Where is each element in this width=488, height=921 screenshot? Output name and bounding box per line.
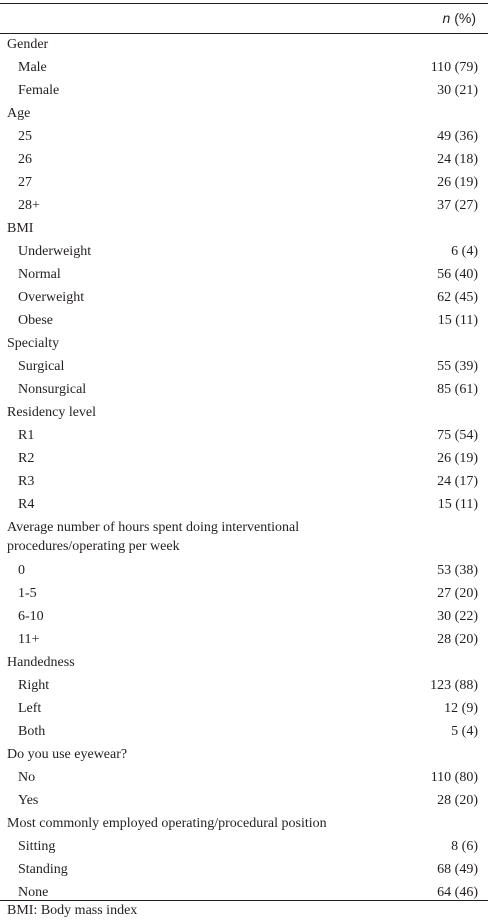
category-label: Most commonly employed operating/procedural position: [7, 816, 327, 831]
row-label: 6-10: [18, 609, 44, 624]
row-value: 110 (79): [430, 60, 478, 75]
row-value: 24 (18): [437, 152, 478, 167]
table-row: [0, 858, 488, 881]
category-row: [0, 332, 488, 355]
table-row: [0, 378, 488, 401]
category-row: [0, 217, 488, 240]
table-row: [0, 789, 488, 812]
row-label: Sitting: [18, 839, 56, 854]
row-value: 26 (19): [437, 175, 478, 190]
category-label: Handedness: [7, 655, 75, 670]
row-label: Normal: [18, 267, 61, 282]
table-row: [0, 766, 488, 789]
table-row: [0, 355, 488, 378]
category-row: [0, 651, 488, 674]
category-row: [0, 33, 488, 56]
row-value: 49 (36): [437, 129, 478, 144]
row-label: 26: [18, 152, 32, 167]
row-value: 26 (19): [437, 451, 478, 466]
row-label: 1-5: [18, 586, 37, 601]
row-value: 75 (54): [437, 428, 478, 443]
row-value: 30 (22): [437, 609, 478, 624]
row-label: R1: [18, 428, 35, 443]
row-label: R4: [18, 497, 35, 512]
row-value: 15 (11): [437, 497, 478, 512]
row-value: 37 (27): [437, 198, 478, 213]
row-label: Overweight: [18, 290, 85, 305]
row-value: 15 (11): [437, 313, 478, 328]
table-row: [0, 240, 488, 263]
table-footnote: BMI: Body mass index: [7, 903, 138, 918]
row-value: 28 (20): [437, 793, 478, 808]
row-value: 68 (49): [437, 862, 478, 877]
table-row: [0, 605, 488, 628]
row-value: 62 (45): [437, 290, 478, 305]
row-label: Both: [18, 724, 46, 739]
category-row: [0, 401, 488, 424]
table-row: [0, 171, 488, 194]
row-value: 56 (40): [437, 267, 478, 282]
category-label: Gender: [7, 37, 49, 52]
row-value: 12 (9): [444, 701, 478, 716]
table-row: [0, 148, 488, 171]
row-value: 55 (39): [437, 359, 478, 374]
row-value: 85 (61): [437, 382, 478, 397]
category-label: Do you use eyewear?: [7, 747, 128, 762]
column-header-n: n: [442, 10, 451, 26]
row-label: No: [18, 770, 36, 785]
row-label: 28+: [18, 198, 40, 213]
row-label: Surgical: [18, 359, 65, 374]
table-row: [0, 263, 488, 286]
table-bottom-rule: [0, 900, 488, 901]
category-row: [0, 102, 488, 125]
table-row: [0, 835, 488, 858]
category-row: [0, 516, 488, 559]
row-label: R3: [18, 474, 35, 489]
row-label: Standing: [18, 862, 68, 877]
table-row: [0, 582, 488, 605]
row-label: Female: [18, 83, 60, 98]
category-label: Specialty: [7, 336, 60, 351]
category-row: [0, 743, 488, 766]
category-label: Age: [7, 106, 31, 121]
row-value: 30 (21): [437, 83, 478, 98]
table-row: [0, 628, 488, 651]
row-value: 123 (88): [430, 678, 478, 693]
table-top-rule: [0, 3, 488, 4]
row-value: 27 (20): [437, 586, 478, 601]
table-row: [0, 194, 488, 217]
row-label: Yes: [18, 793, 39, 808]
table-row: [0, 697, 488, 720]
row-value: 64 (46): [437, 885, 478, 900]
row-value: 24 (17): [437, 474, 478, 489]
row-label: None: [18, 885, 49, 900]
row-value: 8 (6): [451, 839, 478, 854]
row-label: 25: [18, 129, 32, 144]
row-value: 28 (20): [437, 632, 478, 647]
table-row: [0, 674, 488, 697]
table-body: [0, 33, 488, 904]
category-row: [0, 812, 488, 835]
column-header-n-percent: [443, 6, 476, 30]
row-label: Nonsurgical: [18, 382, 87, 397]
table-row: [0, 424, 488, 447]
category-label: Average number of hours spent doing interventional procedures/operating per week: [7, 520, 300, 554]
table-row: [0, 720, 488, 743]
table-row: [0, 447, 488, 470]
category-label: Residency level: [7, 405, 97, 420]
table-row: [0, 79, 488, 102]
category-label: BMI: [7, 221, 34, 236]
row-label: R2: [18, 451, 35, 466]
row-label: Obese: [18, 313, 53, 328]
table-row: [0, 493, 488, 516]
row-label: 11+: [18, 632, 40, 647]
row-label: 0: [18, 563, 25, 578]
column-header-percent: (%): [450, 10, 476, 26]
row-value: 110 (80): [430, 770, 478, 785]
row-label: Male: [18, 60, 47, 75]
row-label: 27: [18, 175, 32, 190]
table-row: [0, 559, 488, 582]
row-value: 6 (4): [451, 244, 478, 259]
row-value: 53 (38): [437, 563, 478, 578]
row-label: Right: [18, 678, 50, 693]
row-value: 5 (4): [451, 724, 478, 739]
row-label: Underweight: [18, 244, 92, 259]
table-row: [0, 125, 488, 148]
table-row: [0, 470, 488, 493]
table-row: [0, 309, 488, 332]
table-row: [0, 56, 488, 79]
table-row: [0, 286, 488, 309]
row-label: Left: [18, 701, 42, 716]
